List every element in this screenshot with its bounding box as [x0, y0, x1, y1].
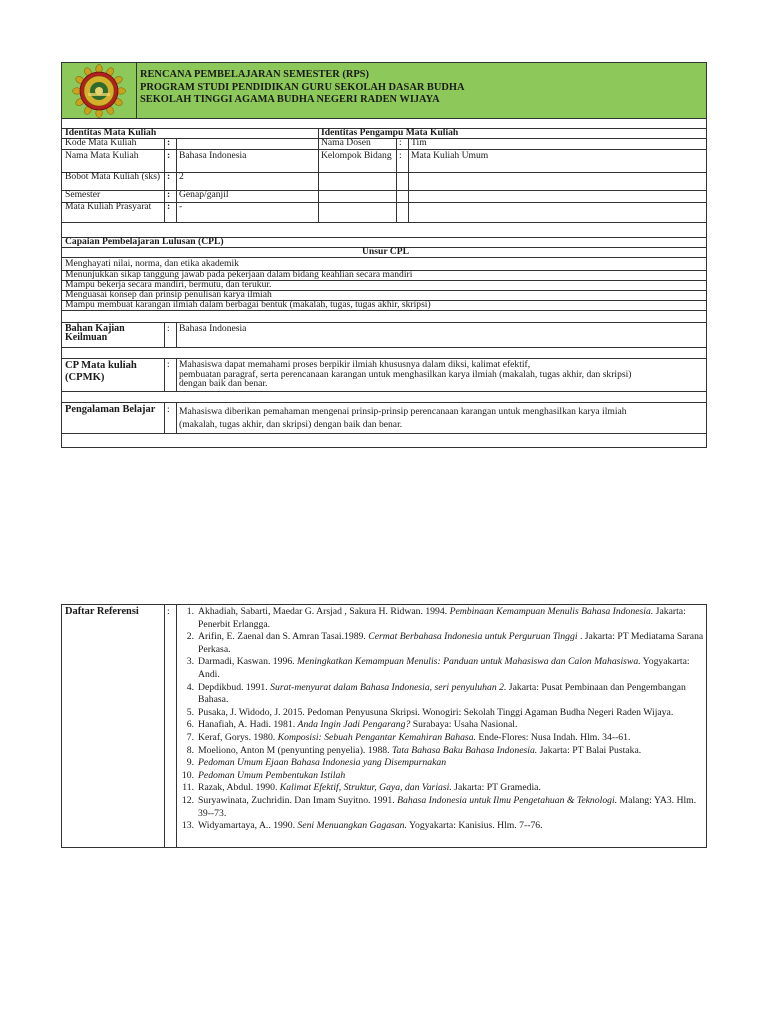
- referensi-label: Daftar Referensi: [65, 606, 139, 617]
- reference-publisher: Yogyakarta: Andi.: [198, 656, 690, 680]
- reference-number: 7.: [186, 731, 194, 743]
- spacer-row: [62, 222, 706, 238]
- colon: :: [167, 359, 170, 370]
- table-row: [62, 172, 706, 191]
- cpmk-row: [62, 358, 706, 392]
- pengalaman-line: Mahasiswa diberikan pemahaman mengenai prinsip-prinsip perencanaan karangan untuk menghasilkan karya ilmiah: [179, 406, 627, 417]
- reference-number: 4.: [186, 681, 194, 693]
- cpl-item-text: Menguasai konsep dan prinsip penulisan karya ilmiah: [65, 290, 272, 300]
- reference-item: [178, 606, 706, 631]
- reference-item: [178, 795, 706, 820]
- reference-title: Pembinaan Kemampuan Menulis Bahasa Indonesia.: [449, 606, 654, 617]
- reference-title: Meningkatkan Kemampuan Menulis: Panduan untuk Mahasiswa dan Calon Mahasiswa.: [297, 656, 641, 668]
- reference-title: Komposisi: Sebuah Pengantar Kemahiran Bahasa.: [277, 731, 476, 743]
- reference-item: [178, 745, 706, 758]
- prasyarat-value: -: [179, 202, 183, 212]
- reference-title: Bahasa Indonesia untuk Ilmu Pengetahuan & Teknologi.: [397, 794, 618, 806]
- reference-item: [178, 719, 706, 732]
- bobot-label: Bobot Mata Kuliah (sks): [65, 172, 161, 182]
- bahan-kajian-value: Bahasa Indonesia: [179, 323, 247, 334]
- colon: :: [167, 202, 171, 212]
- reference-item: [178, 820, 706, 833]
- reference-item: [178, 732, 706, 745]
- reference-number: 6.: [186, 719, 194, 731]
- reference-item: [178, 682, 706, 707]
- pengalaman-line: (makalah, tugas akhir, dan skripsi) dengan baik dan benar.: [179, 419, 403, 430]
- reference-number: 13.: [181, 820, 194, 832]
- cpl-item-text: Mampu membuat karangan ilmiah dalam berbagai bentuk (makalah, tugas, tugas akhir, skripsi): [65, 300, 431, 310]
- reference-publisher: Jakarta: PT Balai Pustaka.: [537, 744, 642, 756]
- reference-number: 8.: [186, 744, 194, 756]
- reference-number: 12.: [181, 794, 194, 806]
- rps-main-table: [61, 118, 707, 448]
- reference-publisher: Ende-Flores: Nusa Indah. Hlm. 34--61.: [475, 731, 631, 743]
- reference-text: Pusaka, J. Widodo, J. 2015. Pedoman Penyusuna Skripsi. Wonogiri: Sekolah Tinggi Agaman Budha Negeri Raden Wijaya.: [198, 706, 674, 718]
- reference-title: Anda Ingin Jadi Pengarang?: [297, 719, 411, 731]
- header-titles: [140, 69, 464, 107]
- reference-title: Pedoman Umum Ejaan Bahasa Indonesia yang Disempurnakan: [198, 757, 447, 769]
- table-row: [62, 202, 706, 223]
- reference-text: Moeliono, Anton M (penyunting penyelia). 1988.: [198, 744, 392, 756]
- pengalaman-row: [62, 402, 706, 434]
- bahan-kajian-label: Bahan Kajian Keilmuan: [65, 323, 125, 344]
- unsur-cpl-heading: Unsur CPL: [361, 247, 409, 257]
- colon: :: [399, 150, 402, 161]
- reference-publisher: Jakarta: Penerbit Erlangga.: [198, 606, 686, 630]
- reference-text: Akhadiah, Sabarti, Maedar G. Arsjad , Sakura H. Ridwan. 1994.: [198, 606, 450, 617]
- reference-title: Tata Bahasa Baku Bahasa Indonesia.: [392, 744, 538, 756]
- reference-text: Depdikbud. 1991.: [198, 681, 271, 693]
- reference-item: [178, 770, 706, 783]
- colon: :: [167, 323, 170, 334]
- reference-text: Arifin, E. Zaenal dan S. Amran Tasai.1989.: [198, 631, 369, 643]
- reference-title: Cermat Berbahasa Indonesia untuk Perguruan Tinggi: [368, 631, 578, 643]
- reference-number: 10.: [181, 769, 194, 781]
- cpmk-line: pembuatan paragraf, serta perencanaan karangan untuk menghasilkan karya ilmiah (makalah, tugas akhir, dan skripsi): [179, 368, 632, 380]
- reference-publisher: Jakarta: PT Gramedia.: [451, 782, 541, 794]
- colon: :: [167, 150, 171, 161]
- institution-logo: [62, 63, 137, 119]
- reference-publisher: . Jakarta: PT Mediatama Sarana Perkasa.: [198, 631, 704, 655]
- reference-publisher: Jakarta: Pusat Pembinaan dan Pengembangan Bahasa.: [198, 681, 686, 706]
- colon: :: [167, 606, 170, 617]
- document-header: [61, 62, 707, 119]
- reference-publisher: Yogyakarta: Kanisius. Hlm. 7--76.: [406, 820, 543, 832]
- spacer-row: [62, 433, 706, 447]
- identitas-pengampu-heading: Identitas Pengampu Mata Kuliah: [321, 128, 459, 138]
- reference-number: 9.: [186, 757, 194, 769]
- reference-publisher: Surabaya: Usaha Nasional.: [410, 719, 518, 731]
- cpmk-label: CP Mata kuliah (CPMK): [65, 360, 137, 383]
- reference-title: Surat-menyurat dalam Bahasa Indonesia, seri penyuluhan 2.: [270, 681, 507, 693]
- colon: :: [167, 172, 171, 182]
- bahan-kajian-row: [62, 322, 706, 348]
- referensi-list: [178, 606, 706, 833]
- reference-item: [178, 631, 706, 656]
- reference-title: Seni Menuangkan Gagasan.: [297, 820, 407, 832]
- identitas-mk-heading: Identitas Mata Kuliah: [65, 128, 157, 138]
- reference-title: Kalimat Efektif, Struktur, Gaya, dan Variasi.: [279, 782, 452, 794]
- kelompok-value: Mata Kuliah Umum: [411, 150, 489, 161]
- reference-item: [178, 782, 706, 795]
- reference-text: Razak, Abdul. 1990.: [198, 782, 280, 794]
- school-title: SEKOLAH TINGGI AGAMA BUDHA NEGERI RADEN WIJAYA: [140, 94, 440, 105]
- semester-label: Semester: [65, 190, 101, 200]
- dosen-label: Nama Dosen: [321, 138, 371, 148]
- referensi-table: [61, 604, 707, 848]
- reference-publisher: Malang: YA3. Hlm. 39--73.: [198, 794, 697, 819]
- colon: :: [399, 138, 402, 148]
- cpmk-line: Mahasiswa dapat memahami proses berpikir ilmiah khususnya dalam diksi, kalimat efektif,: [179, 359, 531, 370]
- cpmk-line: dengan baik dan benar.: [179, 378, 268, 390]
- reference-number: 5.: [186, 706, 194, 718]
- table-row: [62, 149, 706, 173]
- nama-mk-label: Nama Mata Kuliah: [65, 150, 139, 161]
- logo-seal-icon: [62, 63, 136, 119]
- reference-item: [178, 656, 706, 681]
- kode-label: Kode Mata Kuliah: [65, 138, 137, 148]
- referensi-list-container: [176, 605, 706, 847]
- reference-item: [178, 707, 706, 720]
- cpl-item-text: Menghayati nilai, norma, dan etika akademik: [65, 258, 239, 269]
- colon: :: [167, 138, 171, 148]
- dosen-value: Tim: [411, 138, 427, 148]
- program-title: PROGRAM STUDI PENDIDIKAN GURU SEKOLAH DASAR BUDHA: [140, 81, 465, 93]
- reference-number: 3.: [186, 656, 194, 668]
- bobot-value: 2: [179, 172, 184, 182]
- cpl-item-text: Mampu bekerja secara mandiri, bermutu, dan terukur.: [65, 280, 272, 290]
- prasyarat-label: Mata Kuliah Prasyarat: [65, 202, 152, 212]
- reference-number: 1.: [186, 606, 194, 617]
- rps-title: RENCANA PEMBELAJARAN SEMESTER (RPS): [140, 69, 369, 80]
- nama-mk-value: Bahasa Indonesia: [179, 150, 247, 161]
- reference-number: 2.: [186, 631, 194, 643]
- cpl-item: [62, 257, 706, 271]
- pengalaman-label: Pengalaman Belajar: [65, 404, 156, 415]
- colon: :: [167, 404, 170, 415]
- cpl-item-text: Menunjukkan sikap tanggung jawab pada pekerjaan dalam bidang keahlian secara mandiri: [65, 270, 413, 280]
- reference-text: Suryawinata, Zuchridin. Dan Imam Suyitno. 1991.: [198, 794, 398, 806]
- pengalaman-value: [176, 402, 706, 433]
- reference-item: [178, 757, 706, 770]
- reference-number: 11.: [182, 782, 194, 794]
- kode-value: [176, 138, 318, 149]
- reference-text: Darmadi, Kaswan. 1996.: [198, 656, 298, 668]
- cpl-heading: Capaian Pembelajaran Lulusan (CPL): [65, 237, 224, 247]
- cpmk-value: [176, 358, 706, 391]
- kelompok-label: Kelompok Bidang: [321, 150, 392, 161]
- semester-value: Genap/ganjil: [179, 190, 229, 200]
- reference-title: Pedoman Umum Pembentukan Istilah: [198, 769, 346, 781]
- colon: :: [167, 190, 171, 200]
- reference-text: Hanafiah, A. Hadi. 1981.: [198, 719, 298, 731]
- reference-text: Widyamartaya, A.. 1990.: [198, 820, 298, 832]
- reference-text: Keraf, Gorys. 1980.: [198, 731, 278, 743]
